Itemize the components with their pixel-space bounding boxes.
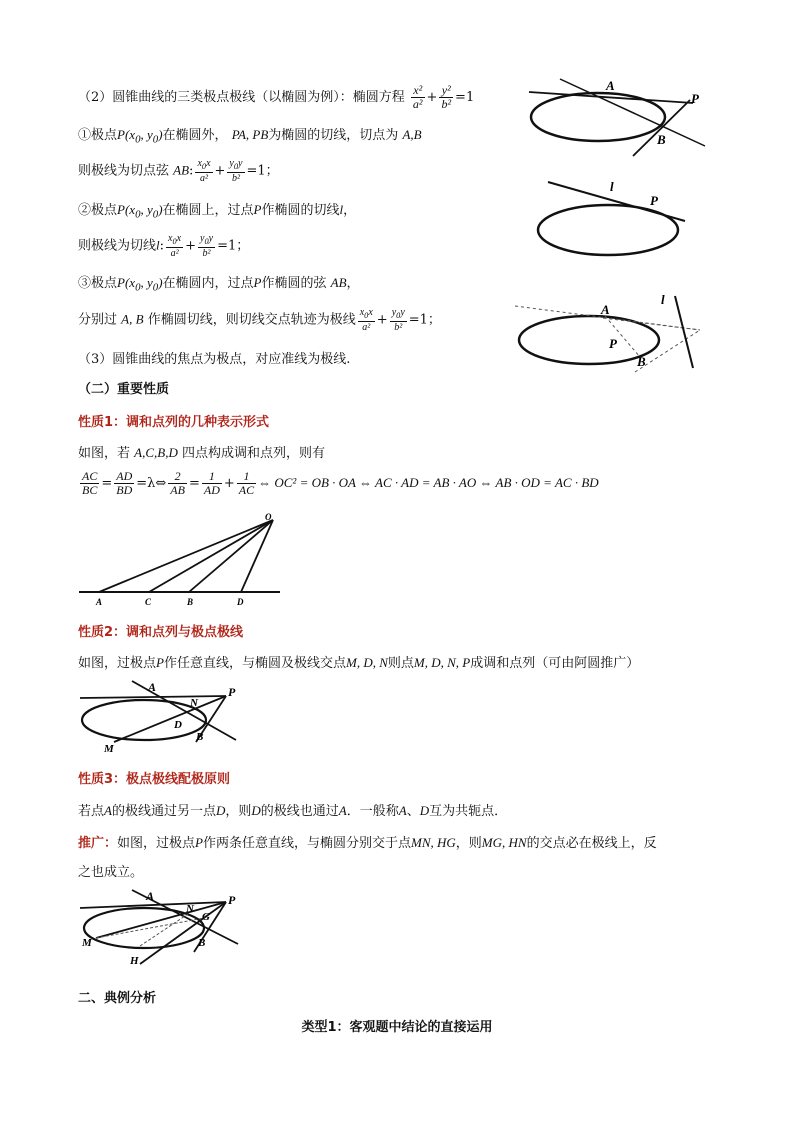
frac-y2-b2: $\frac{\text{y²}}{\text{b²}}$ bbox=[441, 83, 452, 111]
prop3-title: 性质3：极点极线配极原则 bbox=[78, 772, 231, 787]
frac-x0x-a2-2: $\frac{x_0x}{\text{a²}}$ bbox=[168, 233, 182, 259]
fig6-label-a: A bbox=[146, 889, 155, 903]
line-tangent: 则极线为切线l: $\frac{x_0x}{\text{a²}}$ + $\frac{y_0y}{\text{b²}}$ =1； bbox=[78, 233, 250, 259]
figure-extension bbox=[76, 888, 246, 973]
math-p-prop2: P bbox=[156, 655, 164, 670]
line2-pts: A,B bbox=[402, 127, 422, 142]
frac-x2-a2: $\frac{\text{x²}}{\text{a²}}$ bbox=[412, 83, 423, 111]
prop3-b: 的极线通过另一点 bbox=[111, 804, 216, 819]
math-mdn: M, D, N bbox=[345, 655, 388, 670]
math-ab2: AB bbox=[330, 275, 347, 290]
prop2-text bbox=[78, 652, 639, 671]
ray-oa bbox=[99, 520, 273, 592]
tangent-top bbox=[80, 696, 226, 698]
line-through-a bbox=[560, 79, 705, 146]
line4-b: 在椭圆上，过点 bbox=[162, 203, 254, 218]
formula-eq1: =λ⇔ bbox=[136, 476, 167, 491]
math-mdnp: M, D, N, P bbox=[413, 655, 471, 670]
math-d2: D bbox=[251, 803, 261, 818]
prop3-f: 、 bbox=[406, 804, 420, 819]
math-mn-hg: MN, HG bbox=[411, 835, 456, 850]
fig4-label-a: A bbox=[96, 597, 103, 607]
fig6-label-p: P bbox=[228, 893, 236, 907]
extension-text bbox=[78, 832, 657, 851]
line2-a: ①极点 bbox=[78, 128, 118, 143]
prop2-title: 性质2：调和点列与极点极线 bbox=[78, 625, 244, 640]
frac-x0x-a2: $\frac{x_0x}{\text{a²}}$ bbox=[197, 158, 211, 184]
fig6-label-h: H bbox=[130, 955, 139, 967]
fig5-label-b: B bbox=[196, 731, 204, 743]
line5-b: =1； bbox=[217, 238, 250, 254]
math-d3: D bbox=[419, 803, 430, 818]
math-mg-hn: MG, HN bbox=[481, 835, 527, 850]
ext-b: 作两条任意直线，与椭圆分别交于点 bbox=[202, 836, 411, 851]
ext-c: ，则 bbox=[455, 836, 482, 851]
figure-pole-on bbox=[530, 175, 700, 265]
frac-2-ab: $\frac{2}{AB}$ bbox=[170, 469, 185, 497]
formula-eq2: ⇔ OC² = OB · OA ⇔ AC · AD = AB · AO ⇔ AB · OD = AC · BD bbox=[258, 475, 599, 490]
prop3-g: 互为共轭点． bbox=[429, 804, 508, 819]
polar-line-l bbox=[675, 296, 693, 368]
prop3-a: 若点 bbox=[78, 804, 105, 819]
line-pole-inside bbox=[78, 272, 360, 294]
fig4-label-o: O bbox=[265, 512, 272, 522]
line6-b: 在椭圆内，过点 bbox=[162, 276, 254, 291]
frac-y0y-b2-3: $\frac{y_0y}{\text{b²}}$ bbox=[391, 307, 405, 333]
fig5-label-n: N bbox=[190, 697, 198, 709]
prop1-intro-a: 如图，若 bbox=[78, 446, 131, 461]
line-chord-of-contact: 则极线为切点弦 AB: $\frac{x_0x}{\text{a²}}$ + $\frac{y_0y}{\text{b²}}$ =1； bbox=[78, 158, 279, 184]
fig2-label-p: P bbox=[650, 193, 658, 208]
prop3-d: 的极线也通过 bbox=[260, 804, 339, 819]
type-heading: 类型1：客观题中结论的直接运用 bbox=[301, 1020, 493, 1035]
line6-d: ， bbox=[346, 276, 360, 291]
line7-b: 作椭圆切线，则切线交点轨迹为极线 bbox=[147, 312, 356, 328]
fig3-label-p: P bbox=[609, 336, 617, 351]
prop3-text bbox=[78, 800, 507, 819]
fig6-label-n: N bbox=[186, 903, 194, 915]
line1-eq-end: =1 bbox=[455, 90, 475, 105]
line-ellipse-equation: （2）圆锥曲线的三类极点极线（以椭圆为例）：椭圆方程 $\frac{\text{x²}}{\text{a²}}$ + $\frac{\text{y²}}{\text{b²}}$ =1 bbox=[78, 83, 475, 111]
line5-a: 则极线为切线 bbox=[78, 238, 157, 254]
line-locus: 分别过 A, B 作椭圆切线，则切线交点轨迹为极线 $\frac{x_0x}{\text{a²}}$ + $\frac{y_0y}{\text{b²}}$ =1； bbox=[78, 307, 441, 333]
line4-a: ②极点 bbox=[78, 203, 118, 218]
math-ab: AB bbox=[173, 162, 190, 178]
math-a2: A bbox=[338, 803, 347, 818]
fig5-label-p: P bbox=[228, 685, 236, 699]
line6-a: ③极点 bbox=[78, 276, 118, 291]
prop2-b: 作任意直线，与椭圆及极线交点 bbox=[163, 656, 346, 671]
tangent-l bbox=[548, 182, 685, 221]
math-l2: l bbox=[156, 237, 160, 253]
fig4-label-b: B bbox=[187, 597, 194, 607]
line-focus-directrix: （3）圆锥曲线的焦点为极点，对应准线为极线. bbox=[78, 352, 351, 367]
figure-pole-inside bbox=[515, 292, 715, 372]
fig5-label-m: M bbox=[104, 743, 114, 755]
line7-a: 分别过 bbox=[78, 312, 118, 328]
fig3-label-a: A bbox=[601, 302, 610, 317]
fig6-label-m: M bbox=[82, 937, 92, 949]
frac-x0x-a2-3: $\frac{x_0x}{\text{a²}}$ bbox=[359, 307, 373, 333]
frac-1-ad: $\frac{1}{AD}$ bbox=[203, 469, 220, 497]
line-pole-on bbox=[78, 199, 356, 221]
line7-c: =1； bbox=[408, 312, 441, 328]
line2-c: 为椭圆的切线，切点为 bbox=[268, 128, 399, 143]
fig1-label-b: B bbox=[657, 132, 666, 147]
prop1-intro bbox=[78, 442, 325, 461]
extension-label: 推广： bbox=[78, 836, 118, 851]
line-pole-outside bbox=[78, 124, 422, 146]
line3-b: =1； bbox=[246, 163, 279, 179]
fig3-label-l: l bbox=[661, 292, 665, 307]
ellipse bbox=[82, 700, 206, 740]
dashed-mg bbox=[96, 918, 204, 938]
extension-text-2: 之也成立。 bbox=[78, 865, 144, 880]
figure-pole-outside bbox=[515, 70, 715, 160]
frac-ad-bd: $\frac{AD}{BD}$ bbox=[116, 469, 133, 497]
line1-prefix: （2）圆锥曲线的三类极点极线（以椭圆为例）：椭圆方程 bbox=[78, 90, 405, 105]
prop1-intro-b: 四点构成调和点列，则有 bbox=[182, 446, 326, 461]
math-l: l bbox=[339, 202, 344, 217]
figure-harmonic-range bbox=[75, 508, 285, 608]
frac-ac-bc: $\frac{AC}{BC}$ bbox=[82, 469, 98, 497]
ext-d: 的交点必在极线上，反 bbox=[526, 836, 657, 851]
prop2-c: 则点 bbox=[387, 656, 414, 671]
math-p2: P bbox=[253, 275, 262, 290]
fig4-label-d: D bbox=[237, 597, 244, 607]
ray-ob bbox=[189, 520, 273, 592]
fig5-label-a: A bbox=[148, 680, 157, 694]
math-point-p3: $P(x_0$, $y_0$) bbox=[117, 275, 163, 294]
frac-1-ac: $\frac{1}{AC}$ bbox=[238, 469, 255, 497]
math-point-p2: $P(x_0$, $y_0$) bbox=[117, 202, 163, 221]
section-heading: （二）重要性质 bbox=[78, 382, 170, 397]
ext-a: 如图，过极点 bbox=[117, 836, 196, 851]
fig1-label-p: P bbox=[691, 91, 699, 106]
prop1-points: A,C,B,D bbox=[134, 445, 178, 460]
prop3-e: ．一般称 bbox=[346, 804, 399, 819]
fig4-label-c: C bbox=[145, 597, 152, 607]
frac-y0y-b2: $\frac{y_0y}{\text{b²}}$ bbox=[229, 158, 243, 184]
math-p: P bbox=[253, 202, 262, 217]
fig3-label-b: B bbox=[637, 354, 646, 369]
math-ab3: A, B bbox=[121, 311, 144, 327]
figure-polar-harmonic bbox=[76, 678, 246, 758]
math-a3: A bbox=[398, 803, 407, 818]
line2-b: 在椭圆外， bbox=[162, 128, 228, 143]
line4-d: ， bbox=[343, 203, 357, 218]
math-pa-pb: PA, PB bbox=[231, 127, 269, 142]
secant-hg bbox=[140, 902, 226, 964]
line6-c: 作椭圆的弦 bbox=[261, 276, 327, 291]
prop1-title: 性质1：调和点列的几种表示形式 bbox=[78, 415, 270, 430]
fig5-label-d: D bbox=[174, 719, 182, 731]
math-p-ext: P bbox=[195, 835, 203, 850]
line4-c: 作椭圆的切线 bbox=[261, 203, 340, 218]
math-point-p: $P(x_0$, $y_0$) bbox=[117, 127, 163, 146]
ray-oc bbox=[149, 520, 273, 592]
math-d1: D bbox=[215, 803, 226, 818]
frac-y0y-b2-2: $\frac{y_0y}{\text{b²}}$ bbox=[200, 233, 214, 259]
fig1-label-a: A bbox=[606, 78, 615, 93]
prop2-a: 如图，过极点 bbox=[78, 656, 157, 671]
prop2-d: 成调和点列（可由阿圆推广） bbox=[470, 656, 640, 671]
fig2-label-l: l bbox=[610, 179, 614, 194]
prop3-c: ，则 bbox=[225, 804, 252, 819]
prop1-formula: $\frac{AC}{BC}$ = $\frac{AD}{BD}$ =λ⇔ $\frac{2}{AB}$ = $\frac{1}{AD}$ + $\frac{1}{AC}$ ⇔ OC² = OB · OA ⇔ AC · AD = AB · AO ⇔ AB · OD = AC · BD bbox=[82, 469, 599, 497]
line3-a: 则极线为切点弦 bbox=[78, 163, 170, 179]
fig6-label-b: B bbox=[198, 937, 206, 949]
part-heading: 二、典例分析 bbox=[78, 991, 157, 1006]
math-a1: A bbox=[104, 803, 112, 818]
fig6-label-g: G bbox=[202, 911, 210, 923]
